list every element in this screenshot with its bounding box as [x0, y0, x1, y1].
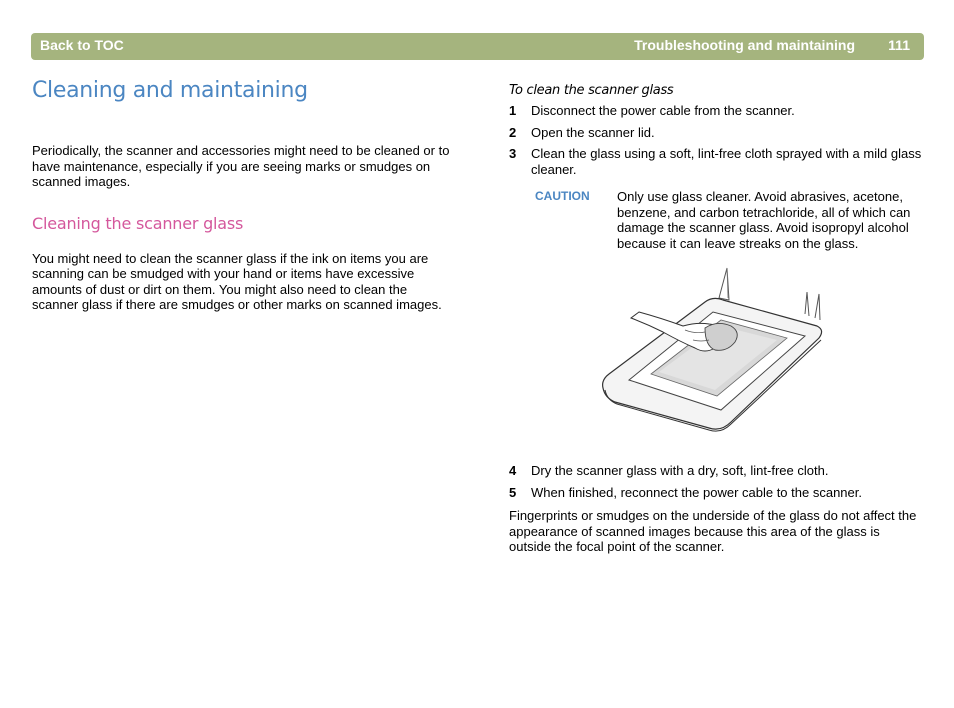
section-title: Troubleshooting and maintaining — [634, 37, 855, 53]
procedure-title: To clean the scanner glass — [509, 83, 674, 98]
page-title: Cleaning and maintaining — [32, 78, 308, 103]
step-item — [509, 103, 925, 119]
step-item — [509, 485, 925, 501]
step-item — [509, 125, 925, 141]
caution-label: CAUTION — [535, 189, 590, 203]
step-number: 2 — [509, 124, 517, 140]
caution-note — [535, 189, 925, 251]
step-number: 5 — [509, 484, 517, 500]
step-text: Clean the glass using a soft, lint-free cloth sprayed with a mild glass cleaner. — [531, 146, 922, 177]
step-number: 1 — [509, 103, 517, 118]
step-item — [509, 146, 925, 177]
scanner-glass-cleaning-illustration — [601, 262, 827, 440]
page-number: 111 — [888, 37, 910, 53]
closing-paragraph: Fingerprints or smudges on the underside of the glass do not affect the appearance of scanned images because this area of the glass is outside the focal point of the scanner. — [509, 508, 917, 554]
left-column — [32, 78, 450, 313]
step-text: When finished, reconnect the power cable to the scanner. — [531, 484, 862, 500]
step-item — [509, 463, 925, 479]
right-column — [509, 83, 925, 251]
step-text: Dry the scanner glass with a dry, soft, lint-free cloth. — [531, 463, 829, 478]
step-text: Open the scanner lid. — [531, 124, 655, 140]
intro-paragraph: Periodically, the scanner and accessories might need to be cleaned or to have maintenance, especially if you are seeing marks or smudges on scanned images. — [32, 143, 450, 189]
header-bar — [31, 33, 924, 60]
back-to-toc-link[interactable]: Back to TOC — [40, 37, 124, 53]
step-number: 4 — [509, 463, 517, 478]
step-number: 3 — [509, 146, 517, 161]
scanner-glass-paragraph: You might need to clean the scanner glass if the ink on items you are scanning can be smudged with your hand or items have excessive amounts of dust or dirt on them. You might also need to clean the scanner glass if there are smudges or other marks on scanned images. — [32, 250, 442, 312]
bottom-steps — [509, 463, 925, 568]
step-text: Disconnect the power cable from the scanner. — [531, 103, 795, 118]
caution-text: Only use glass cleaner. Avoid abrasives, acetone, benzene, and carbon tetrachloride, all of which can damage the scanner glass. Avoid isopropyl alcohol because it can leave streaks on the glass. — [617, 189, 911, 251]
section-subtitle: Cleaning the scanner glass — [32, 213, 244, 233]
